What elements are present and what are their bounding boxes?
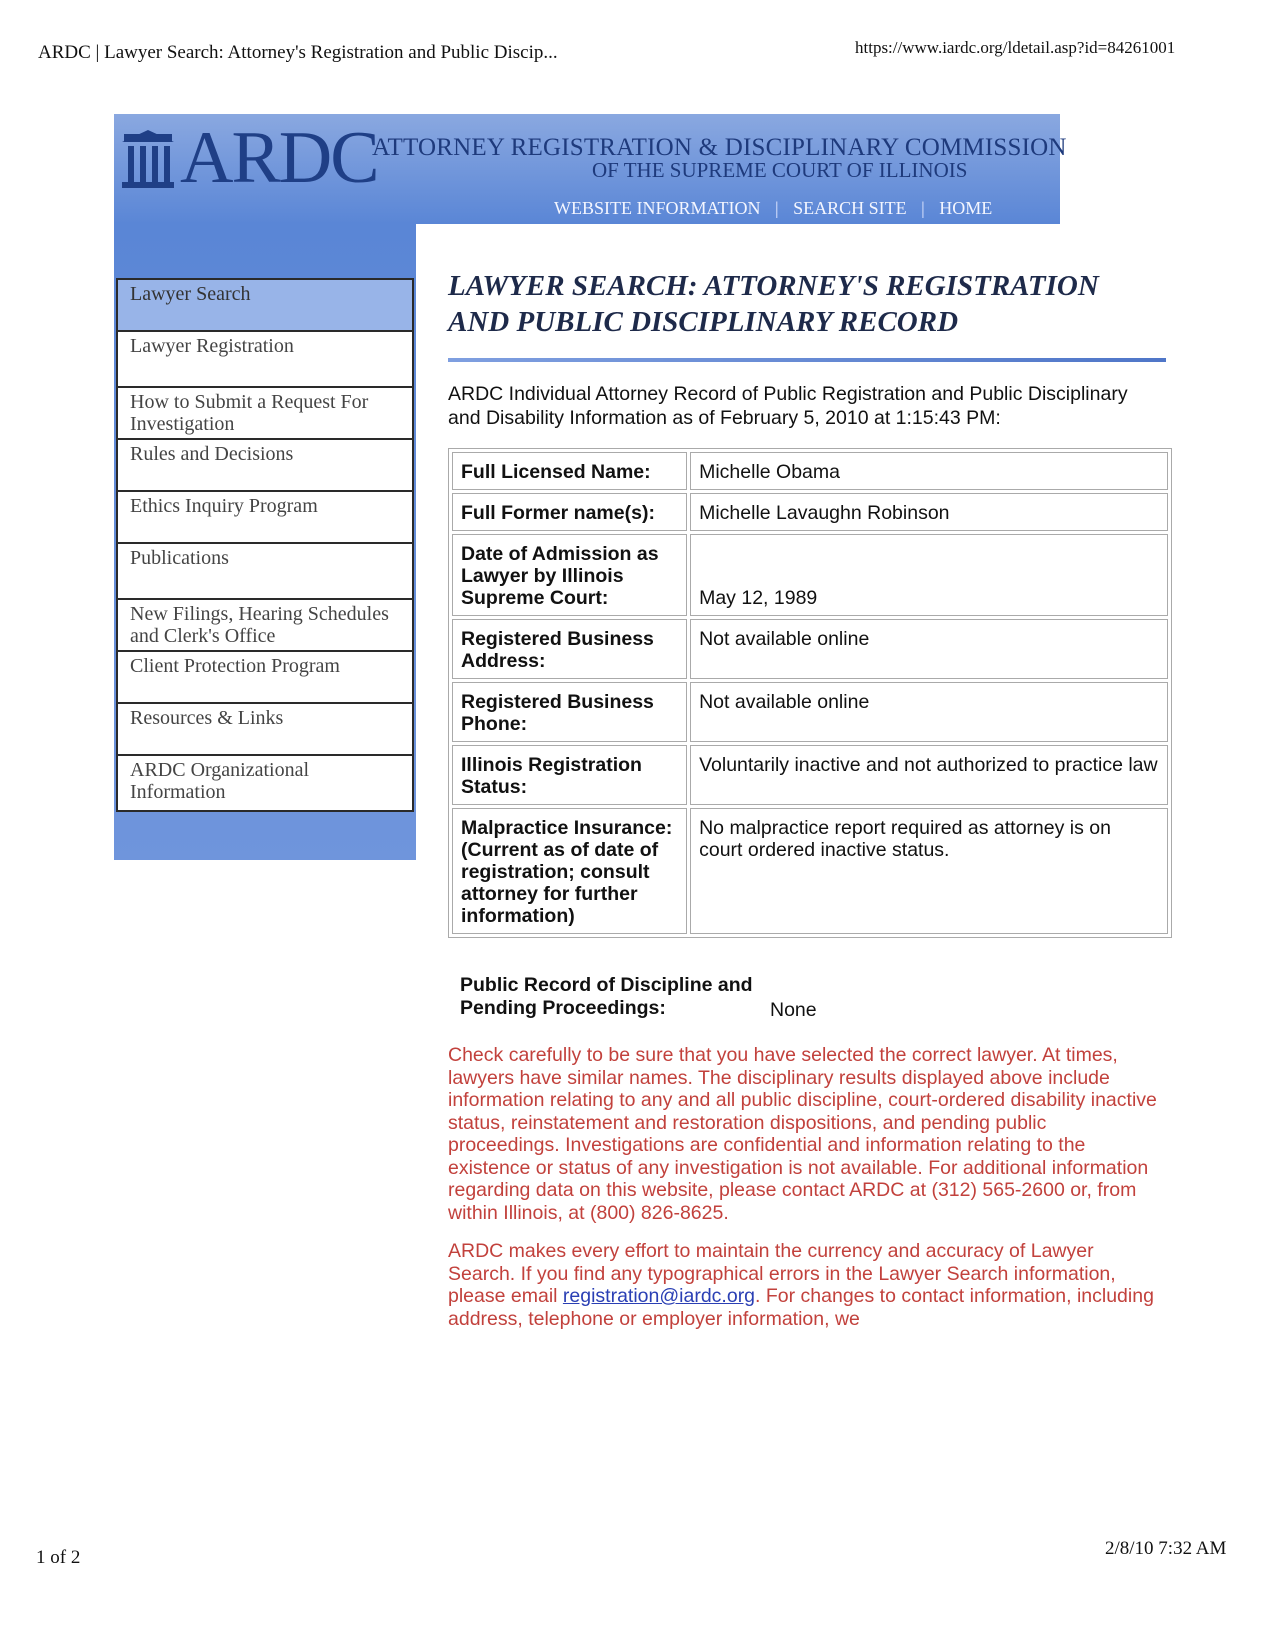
sidebar-item-submit-request[interactable]: How to Submit a Request For Investigation	[116, 386, 414, 438]
nav-home[interactable]: HOME	[939, 198, 993, 218]
sidebar-item-resources-links[interactable]: Resources & Links	[116, 702, 414, 754]
field-label: Malpractice Insurance: (Current as of date of registration; consult attorney for further information)	[452, 808, 687, 934]
page-title-line2: AND PUBLIC DISCIPLINARY RECORD	[448, 306, 959, 338]
field-value: Not available online	[690, 619, 1168, 679]
field-value: Michelle Obama	[690, 452, 1168, 490]
ardc-logo-text: ARDC	[180, 117, 378, 199]
public-record-section	[460, 974, 1168, 1020]
sidebar-item-rules-decisions[interactable]: Rules and Decisions	[116, 438, 414, 490]
attorney-record-table	[448, 448, 1172, 938]
table-row	[452, 452, 1168, 490]
page-title-line1: LAWYER SEARCH: ATTORNEY'S REGISTRATION	[448, 270, 1099, 302]
nav-website-information[interactable]: WEBSITE INFORMATION	[554, 198, 761, 218]
sidebar-item-lawyer-search[interactable]: Lawyer Search	[116, 278, 414, 330]
table-row	[452, 682, 1168, 742]
sidebar-item-lawyer-registration[interactable]: Lawyer Registration	[116, 330, 414, 386]
record-intro: ARDC Individual Attorney Record of Public Registration and Public Disciplinary and Disability Information as of February 5, 2010 at 1:15:43 PM:	[448, 383, 1128, 429]
table-row	[452, 745, 1168, 805]
sidebar-item-publications[interactable]: Publications	[116, 542, 414, 598]
field-label: Full Former name(s):	[452, 493, 687, 531]
field-value: Michelle Lavaughn Robinson	[690, 493, 1168, 531]
nav-search-site[interactable]: SEARCH SITE	[793, 198, 907, 218]
table-row	[452, 534, 1168, 616]
courthouse-icon	[120, 128, 176, 190]
disclaimer-notice: Check carefully to be sure that you have selected the correct lawyer. At times, lawyers have similar names. The disciplinary results displayed above include information relating to any and all public discipline, court-ordered disability inactive status, reinstatement and restoration dispositions, and pending public proceedings. Investigations are confidential and information relating to the existence or status of any investigation is not available. For additional information regarding data on this website, please contact ARDC at (312) 565-2600 or, from within Illinois, at (800) 826-8625.	[448, 1044, 1157, 1224]
nav-separator: |	[921, 198, 925, 218]
field-label: Registered Business Phone:	[452, 682, 687, 742]
sidebar-item-client-protection[interactable]: Client Protection Program	[116, 650, 414, 702]
sidebar-item-ethics-inquiry[interactable]: Ethics Inquiry Program	[116, 490, 414, 542]
nav-separator: |	[775, 198, 779, 218]
accuracy-notice-text: ARDC makes every effort to maintain the currency and accuracy of Lawyer Search. If you find any typographical errors in the Lawyer Search information, please email	[448, 1240, 1116, 1307]
sidebar-item-org-information[interactable]: ARDC Organizational Information	[116, 754, 414, 812]
page-title	[448, 268, 1168, 340]
org-name-line1: ATTORNEY REGISTRATION & DISCIPLINARY COMMISSION	[372, 134, 1067, 161]
accuracy-notice-text-cont: . For changes to contact information, including address, telephone or employer information, we	[448, 1285, 1154, 1330]
print-header-url: https://www.iardc.org/ldetail.asp?id=84261001	[855, 38, 1176, 57]
table-row	[452, 619, 1168, 679]
field-label: Illinois Registration Status:	[452, 745, 687, 805]
print-footer-page: 1 of 2	[36, 1547, 81, 1568]
org-name-line2: OF THE SUPREME COURT OF ILLINOIS	[592, 158, 968, 182]
main-content	[448, 268, 1168, 1330]
sidebar-nav	[116, 278, 414, 812]
site-banner	[114, 114, 1067, 224]
field-value: May 12, 1989	[690, 534, 1168, 616]
field-value: No malpractice report required as attorney is on court ordered inactive status.	[690, 808, 1168, 934]
public-record-label: Public Record of Discipline and Pending Proceedings:	[460, 974, 753, 1019]
public-record-value: None	[770, 999, 817, 1021]
field-label: Registered Business Address:	[452, 619, 687, 679]
print-header-title: ARDC | Lawyer Search: Attorney's Registration and Public Discip...	[38, 42, 558, 63]
sidebar-item-new-filings[interactable]: New Filings, Hearing Schedules and Clerk's Office	[116, 598, 414, 650]
registration-email-link[interactable]: registration@iardc.org	[562, 1285, 756, 1307]
field-value: Voluntarily inactive and not authorized to practice law	[690, 745, 1168, 805]
content-area-top	[416, 224, 1060, 254]
field-label: Full Licensed Name:	[452, 452, 687, 490]
table-row	[452, 493, 1168, 531]
print-footer-datetime: 2/8/10 7:32 AM	[1105, 1538, 1227, 1559]
field-label: Date of Admission as Lawyer by Illinois Supreme Court:	[452, 534, 687, 616]
table-row	[452, 808, 1168, 934]
top-nav	[554, 198, 992, 219]
accuracy-notice	[448, 1240, 1158, 1330]
field-value: Not available online	[690, 682, 1168, 742]
title-divider	[448, 358, 1166, 362]
